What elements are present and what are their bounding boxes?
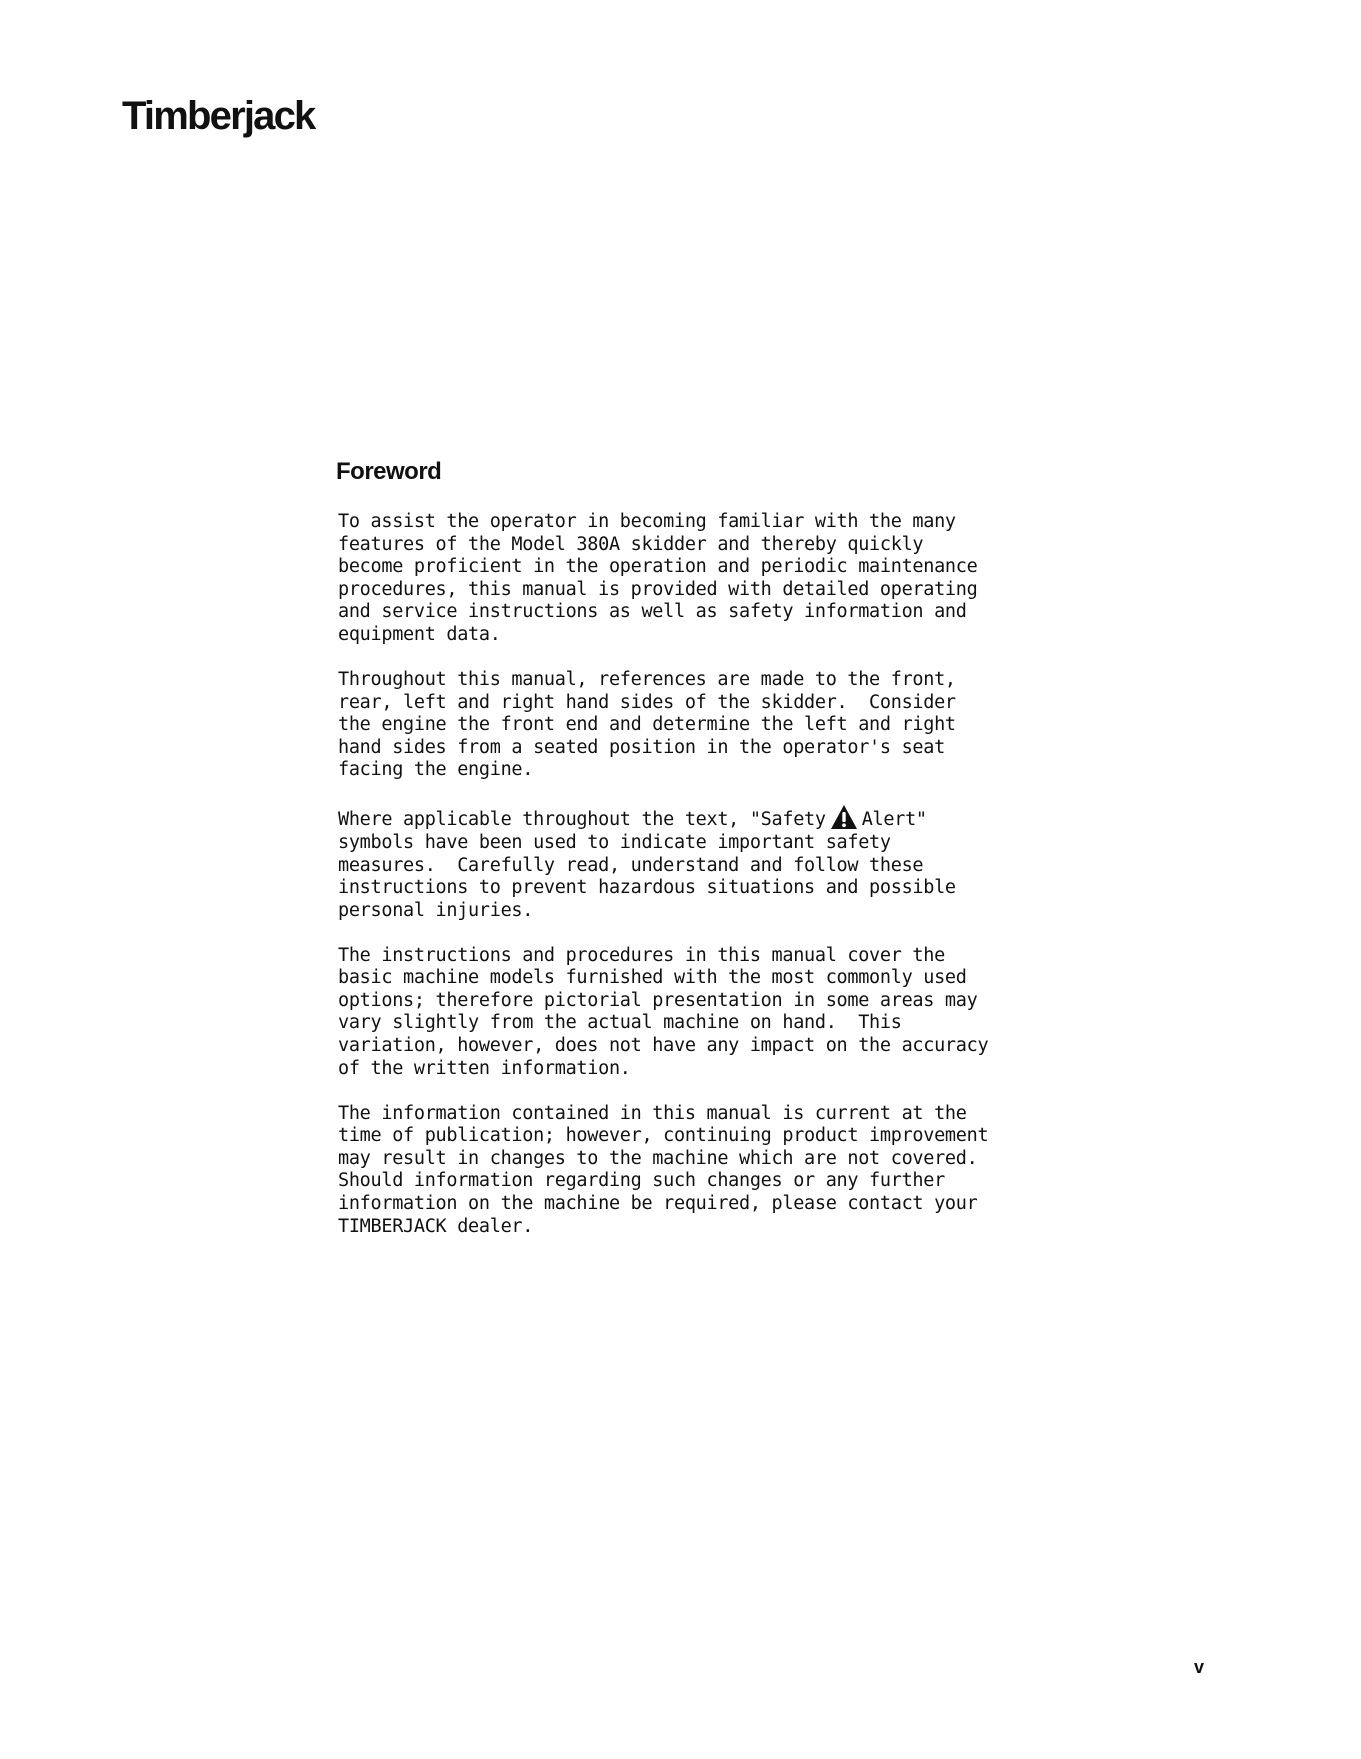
text-line: symbols have been used to indicate important safety (338, 831, 891, 853)
text-line: procedures, this manual is provided with detailed operating (338, 578, 978, 600)
text-line: may result in changes to the machine which are not covered. (338, 1147, 978, 1169)
text-line: The information contained in this manual is current at the (338, 1102, 967, 1124)
brand-logo-text: Timberjack (122, 94, 315, 138)
paragraph-information (338, 1103, 1038, 1239)
paragraph-instructions (338, 945, 1038, 1081)
text-line: equipment data. (338, 623, 501, 645)
text-line: To assist the operator in becoming familiar with the many (338, 511, 956, 532)
text-line: facing the engine. (338, 759, 534, 781)
text-line: and service instructions as well as safety information and (338, 601, 967, 623)
paragraph-intro (338, 511, 1038, 647)
paragraph-orientation (338, 669, 1038, 782)
text-line: instructions to prevent hazardous situations and possible (338, 877, 956, 899)
text-line: rear, left and right hand sides of the skidder. Consider (338, 691, 956, 713)
text-line: Where applicable throughout the text, "Safety (338, 809, 826, 831)
section-heading: Foreword (336, 458, 442, 485)
foreword-body (338, 511, 1038, 1261)
text-line: options; therefore pictorial presentation in some areas may (338, 989, 978, 1011)
text-line: become proficient in the operation and periodic maintenance (338, 556, 978, 578)
text-line: measures. Carefully read, understand and follow these (338, 854, 924, 876)
text-line: of the written information. (338, 1057, 631, 1079)
page-number: v (1194, 1657, 1205, 1677)
text-line: features of the Model 380A skidder and thereby quickly (338, 533, 924, 555)
text-line: variation, however, does not have any impact on the accuracy (338, 1035, 989, 1057)
text-line: hand sides from a seated position in the operator's seat (338, 736, 945, 758)
text-line: Alert" (861, 809, 927, 831)
text-line: time of publication; however, continuing product improvement (338, 1125, 989, 1147)
text-line: personal injuries. (338, 899, 534, 921)
text-line: The instructions and procedures in this manual cover the (338, 944, 945, 966)
text-line: basic machine models furnished with the most commonly used (338, 967, 967, 989)
text-line: information on the machine be required, please contact your (338, 1193, 978, 1214)
text-line: vary slightly from the actual machine on hand. This (338, 1012, 902, 1034)
text-line: the engine the front end and determine the left and right (338, 714, 956, 736)
text-line: Throughout this manual, references are made to the front, (338, 668, 956, 690)
text-line: Should information regarding such changes or any further (338, 1170, 945, 1192)
text-line: TIMBERJACK dealer. (338, 1215, 534, 1237)
paragraph-safety (338, 804, 1038, 922)
safety-alert-icon (830, 804, 858, 830)
